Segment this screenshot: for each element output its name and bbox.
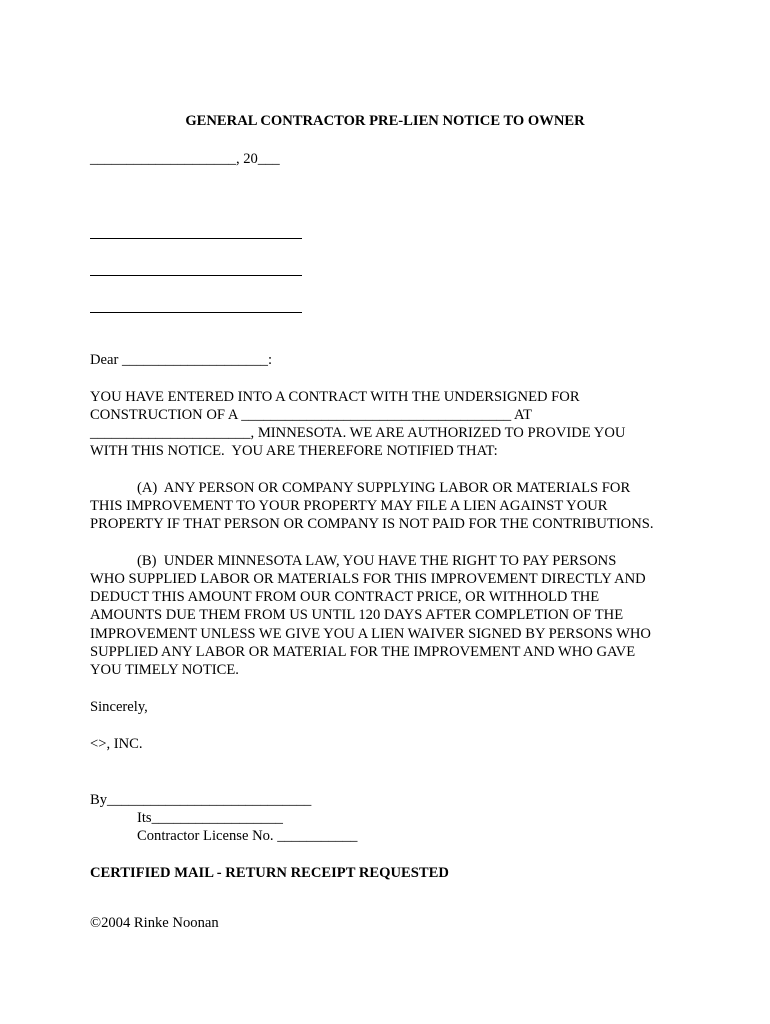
paragraph-line: CONSTRUCTION OF A _____________________________________ AT: [90, 407, 532, 423]
signature-its-line: Its__________________: [137, 810, 283, 826]
paragraph-line: ______________________, MINNESOTA. WE ARE AUTHORIZED TO PROVIDE YOU: [90, 425, 626, 441]
company-name: <>, INC.: [90, 736, 143, 752]
paragraph-line: WITH THIS NOTICE. YOU ARE THEREFORE NOTIFIED THAT:: [90, 443, 498, 459]
paragraph-line: YOU TIMELY NOTICE.: [90, 662, 239, 678]
paragraph-line: (A) ANY PERSON OR COMPANY SUPPLYING LABOR OR MATERIALS FOR: [137, 480, 631, 496]
closing: Sincerely,: [90, 699, 148, 715]
copyright-notice: ©2004 Rinke Noonan: [90, 915, 219, 931]
paragraph-line: DEDUCT THIS AMOUNT FROM OUR CONTRACT PRICE, OR WITHHOLD THE: [90, 589, 600, 605]
paragraph-line: WHO SUPPLIED LABOR OR MATERIALS FOR THIS IMPROVEMENT DIRECTLY AND: [90, 571, 646, 587]
document-title: GENERAL CONTRACTOR PRE-LIEN NOTICE TO OWNER: [185, 113, 585, 129]
paragraph-line: PROPERTY IF THAT PERSON OR COMPANY IS NOT PAID FOR THE CONTRIBUTIONS.: [90, 516, 654, 532]
certified-mail-notice: CERTIFIED MAIL - RETURN RECEIPT REQUESTED: [90, 865, 449, 881]
paragraph-line: AMOUNTS DUE THEM FROM US UNTIL 120 DAYS AFTER COMPLETION OF THE: [90, 607, 624, 623]
paragraph-line: SUPPLIED ANY LABOR OR MATERIAL FOR THE IMPROVEMENT AND WHO GAVE: [90, 644, 636, 660]
paragraph-line: YOU HAVE ENTERED INTO A CONTRACT WITH THE UNDERSIGNED FOR: [90, 389, 580, 405]
paragraph-line: THIS IMPROVEMENT TO YOUR PROPERTY MAY FILE A LIEN AGAINST YOUR: [90, 498, 608, 514]
address-blank-1: [90, 238, 302, 239]
signature-by-line: By____________________________: [90, 792, 312, 808]
contractor-license-line: Contractor License No. ___________: [137, 828, 358, 844]
paragraph-line: (B) UNDER MINNESOTA LAW, YOU HAVE THE RIGHT TO PAY PERSONS: [137, 553, 617, 569]
address-blank-3: [90, 312, 302, 313]
date-line: ____________________, 20___: [90, 151, 280, 167]
paragraph-line: IMPROVEMENT UNLESS WE GIVE YOU A LIEN WAIVER SIGNED BY PERSONS WHO: [90, 626, 651, 642]
address-blank-2: [90, 275, 302, 276]
salutation: Dear ____________________:: [90, 352, 272, 368]
